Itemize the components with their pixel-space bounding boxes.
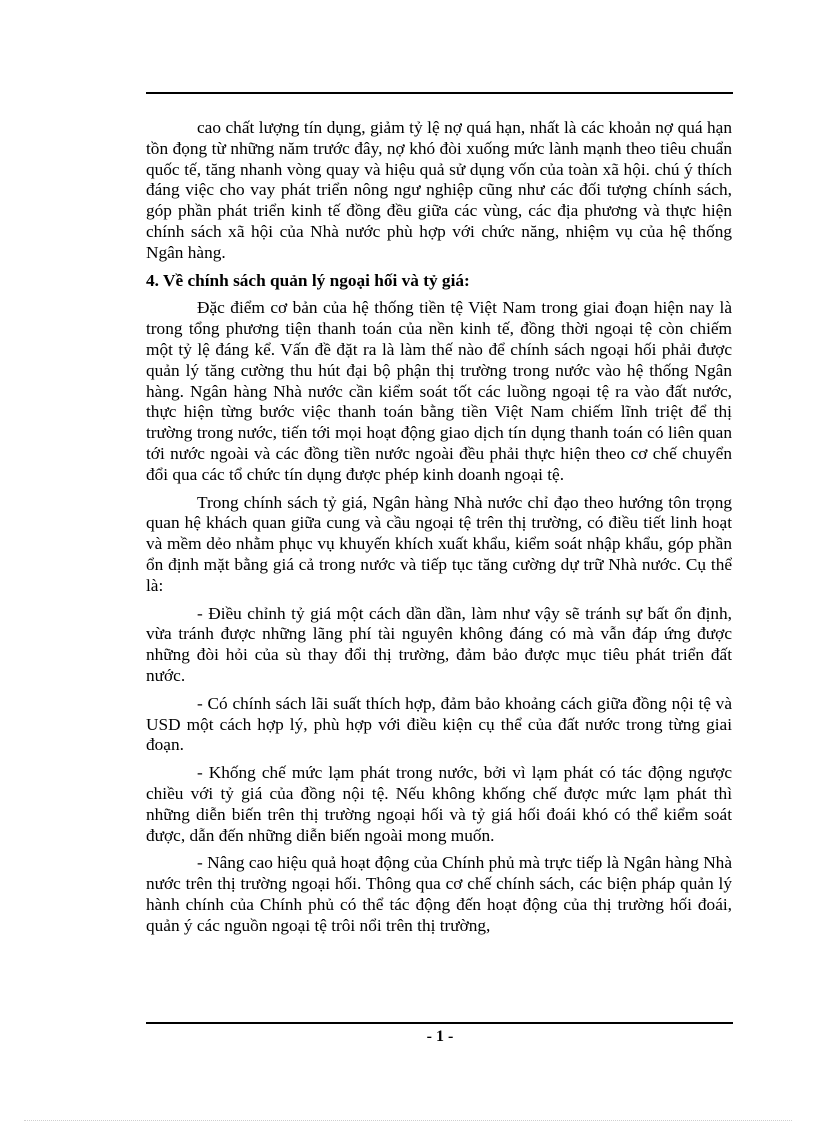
list-item-paragraph: - Điều chỉnh tỷ giá một cách dần dần, làm như vậy sẽ tránh sự bất ổn định, vừa tránh được những lãng phí tài nguyên không đáng có mà vẫn đáp ứng được những đòi hỏi của sù thay đổi thị trường, đảm bảo được mục tiêu phát triển đất nước. <box>146 603 732 685</box>
section-heading: 4. Về chính sách quản lý ngoại hối và tỷ giá: <box>146 270 470 290</box>
body-paragraph-continuation: cao chất lượng tín dụng, giảm tỷ lệ nợ quá hạn, nhất là các khoản nợ quá hạn tồn đọng từ những năm trước đây, nợ khó đòi xuống mức lành mạnh theo tiêu chuẩn quốc tế, tăng nhanh vòng quay và hiệu quả sử dụng vốn của toàn xã hội. chú ý thích đáng việc cho vay phát triển nông ngư nghiệp cũng như các đối tượng chính sách, góp phần phát triển kinh tế đồng đều giữa các vùng, các địa phương và thực hiện chính sách xã hội của Nhà nước phù hợp với chức năng, nhiệm vụ của hệ thống Ngân hàng. <box>146 118 732 262</box>
body-paragraph: Trong chính sách tỷ giá, Ngân hàng Nhà nước chỉ đạo theo hướng tôn trọng quan hệ khách quan giữa cung và cầu ngoại tệ trên thị trường, có điều tiết linh hoạt và mềm dẻo nhằm phục vụ khuyến khích xuất khẩu, kiểm soát nhập khẩu, góp phần ổn định mặt bằng giá cả trong nước và tiếp tục tăng cường dự trữ Nhà nước. Cụ thể là: <box>146 492 732 595</box>
header-rule <box>146 92 733 94</box>
page-boundary-line <box>24 1120 792 1121</box>
list-item-paragraph: - Khống chế mức lạm phát trong nước, bởi vì lạm phát có tác động ngược chiều với tỷ giá của đồng nội tệ. Nếu không khống chế được mức lạm phát thì những diễn biến trên thị trường ngoại hối và tỷ giá hối đoái khó có thể kiểm soát được, dẫn đến những diễn biến ngoài mong muốn. <box>146 763 732 845</box>
page-body <box>146 118 732 943</box>
list-item-paragraph: - Có chính sách lãi suất thích hợp, đảm bảo khoảng cách giữa đồng nội tệ và USD một cách hợp lý, phù hợp với điều kiện cụ thể của đất nước trong từng giai đoạn. <box>146 693 732 755</box>
body-paragraph: Đặc điểm cơ bản của hệ thống tiền tệ Việt Nam trong giai đoạn hiện nay là trong tổng phương tiện thanh toán của nền kinh tế, đồng thời ngoại tệ còn chiếm một tỷ lệ đáng kể. Vấn đề đặt ra là làm thế nào để chính sách ngoại hối phải được quản lý tăng cường thu hút đại bộ phận thị trường trong nước vào hệ thống Ngân hàng. Ngân hàng Nhà nước cần kiểm soát tốt các luồng ngoại tệ ra vào đất nước, thực hiện từng bước việc thanh toán bằng tiền Việt Nam chiếm lĩnh triệt để thị trường trong nước, tiến tới mọi hoạt động giao dịch tín dụng thanh toán có liên quan tới nước ngoài và các đồng tiền nước ngoài đều phải thực hiện theo cơ chế chuyển đổi qua các tổ chức tín dụng được phép kinh doanh ngoại tệ. <box>146 298 732 484</box>
page-number: - 1 - <box>426 1028 454 1045</box>
footer-rule <box>146 1022 733 1024</box>
list-item-paragraph: - Nâng cao hiệu quả hoạt động của Chính phủ mà trực tiếp là Ngân hàng Nhà nước trên thị trường ngoại hối. Thông qua cơ chế chính sách, các biện pháp quản lý hành chính của Chính phủ có thể tác động đến hoạt động của thị trường hối đoái, quản ý các nguồn ngoại tệ trôi nổi trên thị trường, <box>146 853 732 935</box>
